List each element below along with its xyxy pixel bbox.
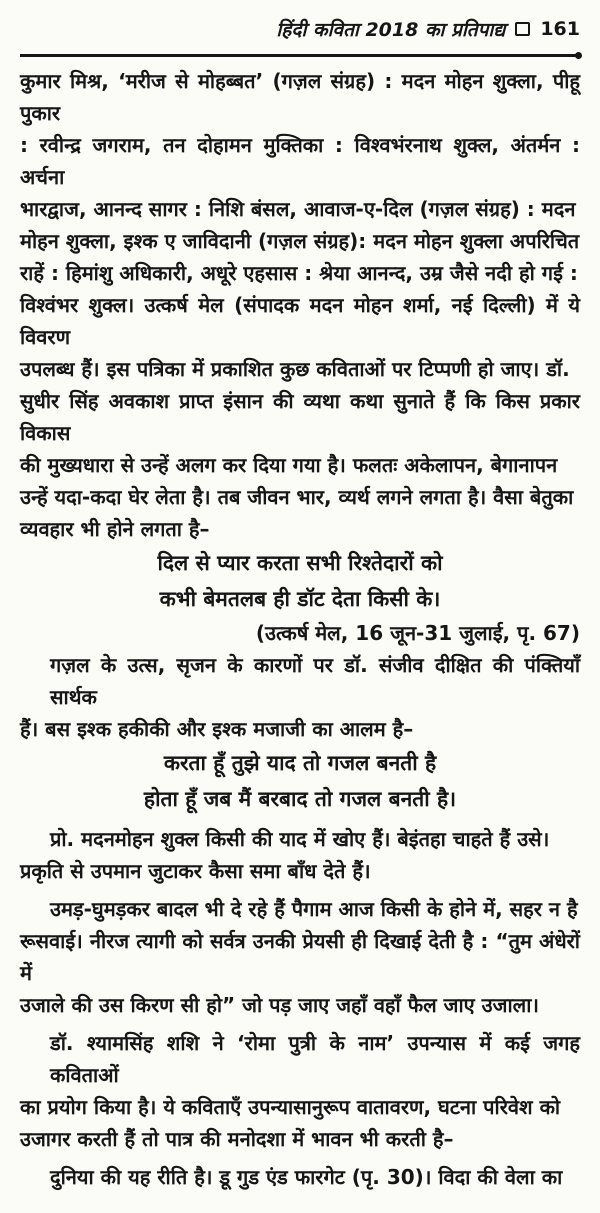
text-line: उजाले की उस किरण सी हो” जो पड़ जाए जहाँ वहाँ फैल जाए उजाला। <box>20 993 539 1017</box>
text-line: विश्वंभर शुक्ल। उत्कर्ष मेल (संपादक मदन मोहन शर्मा, नई दिल्ली) में ये विवरण <box>20 293 580 349</box>
text-line: व्यवहार भी होने लगता है– <box>20 517 210 541</box>
text-line: की मुख्यधारा से उन्हें अलग कर दिया गया है। फलतः अकेलापन, बेगानापन <box>20 453 558 477</box>
verse-line: करता हूँ तुझे याद तो गजल बनती है <box>163 751 437 775</box>
verse-line: कभी बेमतलब ही डॉट देता किसी के। <box>159 587 441 611</box>
text-line: भारद्वाज, आनन्द सागर : निशि बंसल, आवाज-ए-दिल (गज़ल संग्रह) : मदन <box>20 197 576 221</box>
text-line: उमड़-घुमड़कर बादल भी दे रहे हैं पैगाम आज किसी के होने में, सहर न है <box>50 897 578 921</box>
text-line: प्रो. मदनमोहन शुक्ल किसी की याद में खोए हैं। बेइंतहा चाहते हैं उसे। <box>50 827 550 851</box>
square-bullet-icon <box>515 22 530 36</box>
text-line: डॉ. श्यामसिंह शशि ने ‘रोमा पुत्री के नाम’ उपन्यास में कई जगह कविताओं <box>50 1031 580 1087</box>
running-title: हिंदी कविता 2018 का प्रतिपाद्य <box>276 19 506 41</box>
text-line: सुधीर सिंह अवकाश प्राप्त इंसान की व्यथा कथा सुनाते हैं कि किस प्रकार विकास <box>20 389 580 445</box>
text-line: का प्रयोग किया है। ये कविताएँ उपन्यासानुरूप वातावरण, घटना परिवेश को <box>20 1095 561 1119</box>
page-body <box>0 57 600 1213</box>
text-line: उन्हें यदा-कदा घेर लेता है। तब जीवन भार, व्यर्थ लगने लगता है। वैसा बेतुका <box>20 485 574 509</box>
text-line: रूसवाई। नीरज त्यागी को सर्वत्र उनकी प्रेयसी ही दिखाई देती है : “तुम अंधेरों में <box>20 929 580 985</box>
text-line: कुमार मिश्र, ‘मरीज से मोहब्बत’ (गज़ल संग्रह) : मदन मोहन शुक्ला, पीहू पुकार <box>20 69 580 125</box>
text-line: उजागर करती हैं तो पात्र की मनोदशा में भावन भी करती है– <box>20 1127 454 1151</box>
text-line: दुनिया की यह रीति है। डू गुड एंड फारगेट (पृ. 30)। विदा की वेला का <box>50 1165 563 1189</box>
page-number: 161 <box>540 18 580 40</box>
text-line: हैं। बस इश्क हकीकी और इश्क मजाजी का आलम है– <box>20 717 414 741</box>
text-line: मोहन शुक्ला, इश्क ए जाविदानी (गज़ल संग्रह): मदन मोहन शुक्ला अपरिचित <box>20 229 580 253</box>
citation: (उत्कर्ष मेल, 16 जून-31 जुलाई, पृ. 67) <box>255 621 580 645</box>
header-rule <box>20 54 578 57</box>
text-line: : रवीन्द्र जगराम, तन दोहामन मुक्तिका : विश्वभंरनाथ शुक्ल, अंतर्मन : अर्चना <box>20 133 580 189</box>
text-line: उपलब्ध हैं। इस पत्रिका में प्रकाशित कुछ कविताओं पर टिप्पणी हो जाए। डॉ. <box>20 357 570 381</box>
running-header <box>0 0 600 44</box>
verse-line: दिल से प्यार करता सभी रिश्तेदारों को <box>157 551 443 575</box>
text-line: गज़ल के उत्स, सृजन के कारणों पर डॉ. संजीव दीक्षित की पंक्तियाँ सार्थक <box>50 653 580 709</box>
verse-line: होता हूँ जब मैं बरबाद तो गजल बनती है। <box>143 787 457 811</box>
text-line: राहें : हिमांशु अधिकारी, अधूरे एहसास : श्रेया आनन्द, उम्र जैसे नदी हो गई : <box>20 261 578 285</box>
text-line: प्रकृति से उपमान जुटाकर कैसा समा बाँध देते हैं। <box>20 859 371 883</box>
